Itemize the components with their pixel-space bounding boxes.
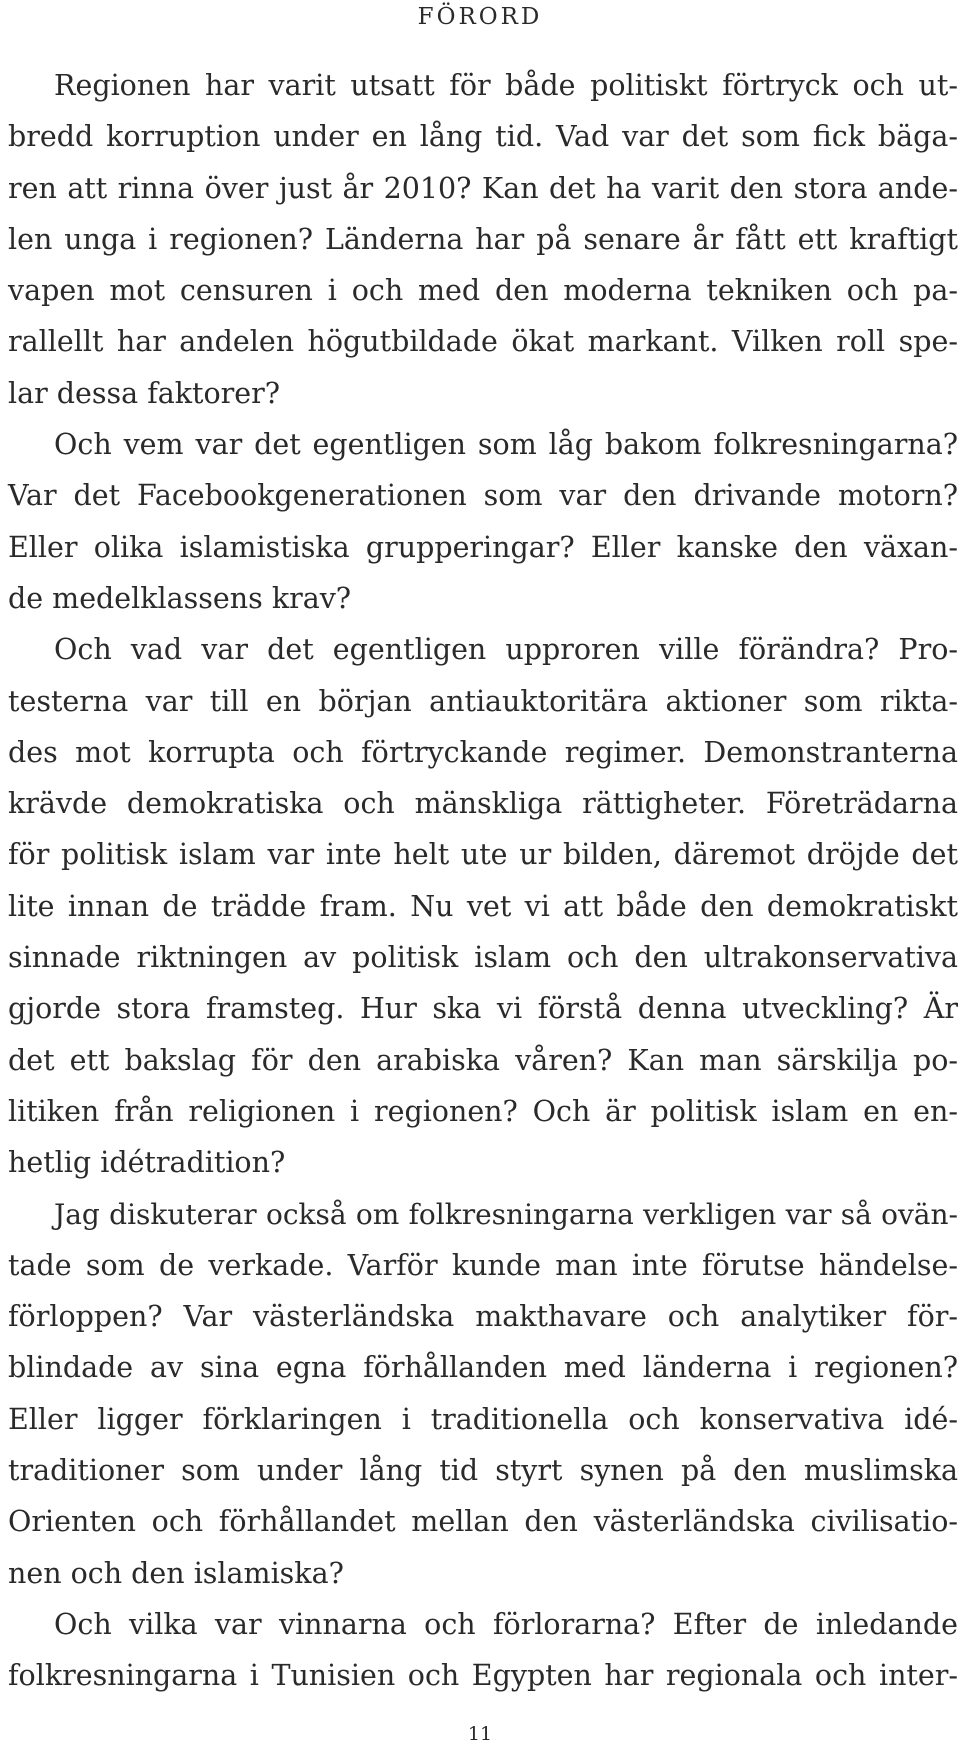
text-line: nen och den islamiska?: [8, 1556, 344, 1590]
text-line: lite innan de trädde fram. Nu vet vi att både den demokratiskt: [8, 889, 958, 923]
text-line: blindade av sina egna förhållanden med länderna i regionen?: [8, 1351, 958, 1385]
text-line: Eller ligger förklaringen i traditionella och konservativa idé-: [8, 1402, 958, 1436]
text-line: gjorde stora framsteg. Hur ska vi förstå denna utveckling? Är: [8, 992, 958, 1026]
text-line: traditioner som under lång tid styrt synen på den muslimska: [8, 1454, 958, 1488]
text-line: krävde demokratiska och mänskliga rättigheter. Företrädarna: [8, 787, 958, 821]
text-line: lar dessa faktorer?: [8, 376, 281, 410]
text-line: litiken från religionen i regionen? Och är politisk islam en en-: [8, 1094, 958, 1128]
text-line: folkresningarna i Tunisien och Egypten har regionala och inter-: [8, 1659, 958, 1693]
body-text: [8, 60, 958, 1702]
paragraph-first-line: Och vilka var vinnarna och förlorarna? Efter de inledande: [54, 1607, 958, 1641]
text-line: sinnade riktningen av politisk islam och den ultrakonservativa: [8, 941, 958, 975]
text-line: vapen mot censuren i och med den moderna tekniken och pa-: [8, 274, 958, 308]
text-line: förloppen? Var västerländska makthavare och analytiker för-: [8, 1300, 958, 1334]
text-line: ren att rinna över just år 2010? Kan det ha varit den stora ande-: [8, 171, 958, 205]
paragraph-first-line: Och vem var det egentligen som låg bakom folkresningarna?: [54, 428, 958, 462]
text-line: len unga i regionen? Länderna har på senare år fått ett kraftigt: [8, 222, 958, 256]
text-line: för politisk islam var inte helt ute ur bilden, däremot dröjde det: [8, 838, 958, 872]
text-line: tade som de verkade. Varför kunde man inte förutse händelse-: [8, 1248, 958, 1282]
text-line: hetlig idétradition?: [8, 1146, 286, 1180]
text-line: de medelklassens krav?: [8, 581, 352, 615]
page-number: 11: [467, 1723, 493, 1745]
paragraph-first-line: Och vad var det egentligen upproren ville förändra? Pro-: [54, 633, 958, 667]
text-line: rallellt har andelen högutbildade ökat markant. Vilken roll spe-: [8, 325, 958, 359]
text-line: des mot korrupta och förtryckande regimer. Demonstranterna: [8, 735, 958, 769]
text-line: bredd korruption under en lång tid. Vad var det som fick bäga-: [8, 120, 958, 154]
running-header: FÖRORD: [417, 4, 543, 30]
text-line: testerna var till en början antiauktoritära aktioner som rikta-: [8, 684, 958, 718]
text-line: Eller olika islamistiska grupperingar? Eller kanske den växan-: [8, 530, 958, 564]
text-line: det ett bakslag för den arabiska våren? Kan man särskilja po-: [8, 1043, 958, 1077]
paragraph-first-line: Regionen har varit utsatt för både politiskt förtryck och ut-: [54, 69, 958, 102]
text-line: Orienten och förhållandet mellan den västerländska civilisatio-: [8, 1505, 958, 1539]
text-line: Var det Facebookgenerationen som var den drivande motorn?: [8, 479, 958, 513]
paragraph-first-line: Jag diskuterar också om folkresningarna verkligen var så ovän-: [54, 1197, 958, 1231]
